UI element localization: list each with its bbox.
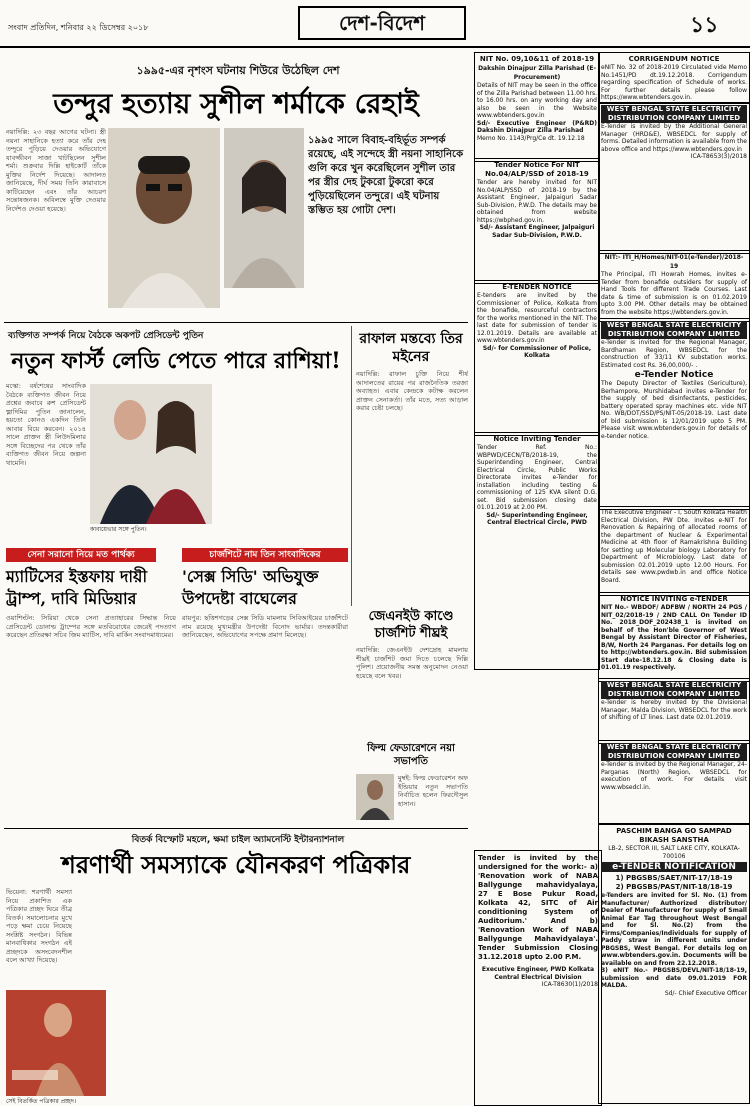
firdausul-hasan-photo [356,774,394,820]
ad-sign: Sd/- Superintending Engineer, Central Electrical Circle, PWD [486,511,588,526]
ad-sign: Sd/- Executive Engineer (P&RD) Dakshin Dinajpur Zilla Parishad [477,119,597,134]
ad-text: The Principal, ITI Howrah Homes, invites e-Tender from bonafide outsiders for supply of Hand Tools for different Trade Courses. Last date & time of submission is on 01.02.2019 upto 3.00 PM. Other details may be obtained from the website https://wbtenders.gov.in. [601,271,747,316]
ad-title: PASCHIM BANGA GO SAMPAD BIKASH SANSTHA [616,827,732,844]
fisheries-tender-ad [598,592,750,682]
ad-sign: Sd/- Chief Executive Officer [664,989,747,997]
ad-strip: e-TENDER NOTIFICATION [601,862,747,872]
ad-sign: Sd/- for Commissioner of Police, Kolkata [482,344,592,359]
ad-text: e-Tender is invited for the Regional Manager, Bardhaman Region, WBSEDCL for the construction of 33/11 KV substation works. Estimated cost Rs. 36,00,000/- . [601,339,747,369]
ad-sign: Executive Engineer, PWD Kolkata Central Electrical Division [481,966,595,981]
ad-text: e-Tender is hereby invited by the Divisional Manager, Malda Division, WBSEDCL for the work of shifting of LT lines. Last date 02.01.2019. [601,699,747,721]
ad-title: Notice Inviting Tender [493,435,581,443]
notice-inviting-tender-ad [474,432,600,670]
ad-text: E-Tender is invited by the Additional General Manager (HRD&E), WBSEDCL for supply of forms. Detailed information is available from the above office and https://www.wbtenders.gov.in [601,123,747,153]
story8-headline: শরণার্থী সমস্যাকে যৌনকরণ পত্রিকার [61,850,411,879]
ad-text: eNIT No. 32 of 2018-2019 Circulated vide Memo No.1451/PD dt.19.12.2018. Corrigendum regarding specification of Schedule of works. For further details please follow https://www.wbtenders.gov.in. [601,64,747,101]
story6-headline: জেএনইউ কাণ্ডে চার্জশিট শীঘ্রই [368,609,454,641]
portrait-figure-2 [224,128,304,288]
ad-ref: ICA-T8653(3)/2018 [690,153,747,160]
putin-photo [90,384,212,524]
ad-title: WEST BENGAL STATE ELECTRICITY DISTRIBUTION COMPANY LIMITED [601,743,747,761]
ad-sign: Sd/- Assistant Engineer, Jalpaiguri Sadar Sub-Division, P.W.D. [479,224,595,239]
story5-tag: চার্জশিটে নাম তিন সাংবাদিকের [182,548,348,562]
ad-text: e-Tenders are invited for Sl. No. (1) from Manufacturer/ Authorized distributor/ Dealer of Manufacturer for supply of Small Animal Ear Tag throughout West Bengal and for Sl. No.(2) from the Firms/Companies/Individuals for supply of Paddy straw in different units under PBGSBS, West Bengal. For details log on www.wbtenders.gov.in. Documents will be available on and from 22.12.2018. [601,892,747,967]
paschim-banga-gosampad-ad [598,824,750,1104]
story2-kicker: ব্যক্তিগত সম্পর্ক নিয়ে বৈঠকে অকপট প্রেসিডেন্ট পুতিন [8,331,204,341]
ad-title: NIT No. 09,10&11 of 2018-19 [479,55,595,63]
ad-ref: ICA-T8630(1)/2018 [541,981,598,988]
ad-memo: Memo No. 1143/Prg/Ce dt. 19.12.18 [477,134,585,142]
ad-text: Tender is invited by the undersigned for the work:- a) 'Renovation work of NABA Ballygunge mahavidyalaya, 27 E Bose Pukur Road, Kolkata 42, SITC of Air conditioning System of Auditorium.' And b) 'Renovation Work of NABA Ballygunge Mahavidyalaya'. Tender Submission Closing 31.12.2018 upto 2.00 P.M. [478,854,598,961]
couple-figure [90,384,212,524]
story4-body: ওয়াশিংটন: সিরিয়া থেকে সেনা প্রত্যাহারের সিদ্ধান্ত নিয়ে প্রেসিডেন্ট ডোনাল্ড ট্রাম্পের সঙ্গে মতবিরোধের জেরেই পদত্যাগ করেছেন প্রতিরক্ষা সচিব জিম ম্যাটিস, দাবি মার্কিন সংবাদমাধ্যমের। [6,614,176,639]
ad-title: WEST BENGAL STATE ELECTRICITY DISTRIBUTION COMPANY LIMITED [601,105,747,123]
magazine-cover-photo [6,990,106,1096]
story5-body: রায়পুর: ছত্তিশগড়ের সেক্স সিডি মামলায় সিবিআইয়ের চার্জশিটে নাম রয়েছে মুখ্যমন্ত্রীর উপদেষ্টা বিনোদ ভার্মার। তদন্তকারীরা জানিয়েছেন, অভিযোগের সপক্ষে প্রমাণ মিলেছে। [182,614,348,639]
naina-sahni-photo [224,128,304,288]
page-header [0,0,750,48]
sushil-sharma-photo [108,128,220,308]
ad-title: CORRIGENDUM NOTICE [628,55,720,63]
wbsedcl-ad-4 [598,740,750,824]
ad-title: NOTICE INVITING e-TENDER [620,595,728,603]
ad-subtitle: LB-2, SECTOR III, SALT LAKE CITY, KOLKATA-700106 [608,845,740,860]
story5-headline: 'সেক্স সিডি' অভিযুক্ত উপদেষ্টা বাঘেলের [182,567,319,608]
story1-body-cont [6,290,106,320]
portrait-figure-3 [356,774,394,820]
story8-caption: সেই বিতর্কিত পত্রিকার প্রচ্ছদ। [6,1098,77,1105]
story3-headline: রাফাল মন্তব্যে তির মইনের [359,331,463,365]
story8-body-cont [110,888,466,1102]
story6-body: নয়াদিল্লি: জেএনইউ দেশদ্রোহ মামলায় শীঘ্রই চার্জশিট জমা দিতে চলেছে দিল্লি পুলিশ। প্রয়োজনীয় সমস্ত অনুমোদন নেওয়া হয়েছে বলে খবর। [356,646,468,680]
ad-text: NIT No.- WBDOF/ ADFBW / NORTH 24 PGS / NIT_02/2018-19 / 2ND CALL On Tender ID No. 2018_DOF_202438_1 is invited on behalf of the Hon'ble Governor of West Bengal by Assistant Director of Fisheries, B/W, North 24 Parganas. For details log on to http://wbtenders.gov.in. Bid submission Start date-18.12.18 & Closing date is 01.01.19 respectively. [601,604,747,671]
health-electrical-ad [598,506,750,596]
story1-kicker: ১৯৯৫-এর নৃশংস ঘটনায় শিউরে উঠেছিল দেশ [136,64,340,77]
divider [4,828,468,829]
column-divider [351,326,352,606]
pwd-kolkata-tender-ad [474,850,602,1106]
corrigendum-ad [598,52,750,104]
etender-police-ad [474,280,600,436]
story7-body: মুম্বই: ফিল্ম ফেডারেশন অফ ইন্ডিয়ার নতুন সভাপতি নির্বাচিত হলেন ফিরদৌসুল হাসান। [398,774,468,808]
ad-title: WEST BENGAL STATE ELECTRICITY DISTRIBUTION COMPANY LIMITED [601,681,747,699]
story2-caption: কাবায়েভার সঙ্গে পুতিন। [90,526,147,533]
issue-date: সংবাদ প্রতিদিন, শনিবার ২২ ডিসেম্বর ২০১৮ [8,23,149,32]
ad-text: The Executive Engineer - I, South Kolkata Health Electrical Division, PW Dte. invites e-NIT for Renovation & Repairing of allocated rooms of the department of Nuclear & Experimental Medicine at 4th floor of Ramakrishna Building for setting up Molecular biology Laboratory for Department of Microbiology. Last date of submission 02.01.2019 upto 12.00 Hours. For details see www.pwdwb.in and office Notice Board. [601,509,747,584]
story8-kicker: বিতর্ক বিস্ফোট মহলে, ক্ষমা চাইল অ্যামনেস্টি ইন্টারন্যাশনাল [131,835,345,845]
story1-body: নয়াদিল্লি: ২৩ বছর আগের ঘটনা। স্ত্রী নয়না সাহানিকে হত্যা করে তাঁর দেহ তন্দুরে পুড়িয়ে দেওয়ার অভিযোগে যাবজ্জীবন সাজা খাটছিলেন সুশীল শর্মা। শুক্রবার দিল্লি হাইকোর্ট তাঁকে মুক্তির নির্দেশ দিয়েছে। আদালত জানিয়েছে, দীর্ঘ সময় তিনি কারাবাসে কাটিয়েছেন এবং তাঁর আচরণ সন্তোষজনক। অবিলম্বে মুক্তি দেওয়ার নির্দেশও দেওয়া হয়েছে। [6,128,106,213]
ad-text: Details of NIT may be seen in the office of the Zilla Parishad between 11.00 hrs. to 16.00 hrs. on any working day and also be seen in the Website www.wbtenders.gov.in [477,82,597,119]
wbsedcl-ad-3 [598,678,750,744]
story3-body: নয়াদিল্লি: রাফাল চুক্তি নিয়ে শীর্ষ আদালতের রায়ের পর রাজনৈতিক তরজা অব্যাহত। এবার কেন্দ্রকে কটাক্ষ করলেন প্রাক্তন সেনাকর্তা। তাঁর মতে, সত্য আড়াল করার চেষ্টা চলছে। [356,370,468,412]
ad-code-1: 1) PBGSBS/SAET/NIT-17/18-19 [615,874,733,882]
ad-title: WEST BENGAL STATE ELECTRICITY DISTRIBUTION COMPANY LIMITED [601,321,747,339]
story2-headline: নতুন ফার্স্ট লেডি পেতে পারে রাশিয়া! [11,348,341,374]
section-title: দেশ-বিদেশ [298,6,466,40]
ad-title: E-TENDER NOTICE [502,283,572,291]
divider [4,322,468,323]
nit-jalpaiguri-ad [474,158,600,284]
ad-title: NIT:- ITI_H/Homes/NIT-01(e-Tender)/2018-19 [604,254,744,270]
story2-body-cont [216,382,348,542]
ad-text: e-Tender is invited by the Regional Manager, 24-Parganas (North) Region, WBSEDCL for execution of work. For details visit www.wbsedcl.in. [601,761,747,791]
ad-text: Tender Ref. No.: WBPWD/CECN/TB/2018-19, the Superintending Engineer, Central Electrical Circle, Public Works Directorate invites e-Tender for installation including testing & commissioning of 125 KVA silent D.G. set. Bid submission closing date 01.01.2019 at 2.00 PM. [477,444,597,511]
ad-subtitle: Dakshin Dinajpur Zilla Parishad (E-Procurement) [478,65,596,81]
ad-extra: 3) eNIT No.- PBGSBS/DEVL/NIT-18/18-19, submission end date 09.01.2019 FOR MALDA. [601,967,747,989]
story4-headline: ম্যাটিসের ইস্তফায় দায়ী ট্রাম্প, দাবি মিডিয়ার [6,567,148,608]
iti-howrah-ad [598,250,750,322]
story2-body: মস্কো: বর্ষশেষের সাংবাদিক বৈঠকে ব্যক্তিগত জীবন নিয়ে প্রশ্নের জবাবে রুশ প্রেসিডেন্ট ভ্লাদিমির পুতিন জানালেন, হয়তো কোনও একদিন তিনি আবার বিয়ে করবেন। ২০১৪ সালে প্রাক্তন স্ত্রী লিউদমিলার সঙ্গে বিচ্ছেদের পর থেকে তাঁর ব্যক্তিগত জীবন নিয়ে জল্পনা থামেনি। [6,382,86,467]
ad-text: E-tenders are invited by the Commissioner of Police, Kolkata from the bonafide, resourceful contractors for the works mentioned in the NIT. The last date for submission of tender is 12.01.2019. Details are available at www.wbtenders.gov.in [477,292,597,344]
portrait-figure [108,128,220,308]
ad-title: Tender Notice For NIT No.04/ALP/SSD of 2018-19 [485,161,589,178]
story1-pullquote: ১৯৯৫ সালে বিবাহ-বহির্ভূত সম্পর্ক রয়েছে, এই সন্দেহে স্ত্রী নয়না সাহানিকে গুলি করে খুন করেছিলেন সুশীল তার পর স্ত্রীর দেহ টুকরো টুকরো করে পুড়িয়েছিলেন তন্দুরে। এই ঘটনায় স্তম্ভিত হয় গোটা দেশ। [308,135,464,216]
story7-headline: ফিল্ম ফেডারেশনে নয়া সভাপতি [367,743,455,767]
wbsedcl-ad-2 [598,318,750,510]
ad-notice-text: The Deputy Director of Textiles (Sericulture), Berhampore, Murshidabad invites e-Tender for the supply of bed disinfectants, pesticides, battery operated spray machines etc. vide NIT No. WB/DOT/SSD/PS/NIT-05/2018-19. Last date of bid submission is 12/01/2019 upto 5 PM. Please visit www.wbtenders.gov.in for details of e-tender notice. [601,380,747,440]
ad-notice-title: e-Tender Notice [634,370,714,380]
story8-body: ভিয়েনা: শরণার্থী সমস্যা নিয়ে প্রকাশিত এক পত্রিকার প্রচ্ছদ ঘিরে তীব্র বিতর্ক। সমালোচনার মুখে পড়ে ক্ষমা চেয়ে নিয়েছে সংশ্লিষ্ট সংগঠন। বিভিন্ন মানবাধিকার সংগঠন এই প্রচ্ছদকে অসংবেদনশীল বলে আখ্যা দিয়েছে। [6,888,72,964]
page-number: ১১ [690,13,719,38]
ad-text: Tender are hereby invited for NIT No.04/ALP/SSD of 2018-19 by the Assistant Engineer, Jalpaiguri Sadar Sub-Division, P.W.D. The details may be obtained from website https://wbphed.gov.in. [477,179,597,224]
ad-code-2: 2) PBGSBS/PAST/NIT-18/18-19 [615,883,733,891]
cover-figure [6,990,106,1096]
nit-dakshin-dinajpur-ad [474,52,600,162]
story4-tag: সেনা সরানো নিয়ে মত পার্থক্য [6,548,156,562]
story1-headline: তন্দুর হত্যায় সুশীল শর্মাকে রেহাই [53,87,419,120]
wbsedcl-ad-1 [598,102,750,254]
